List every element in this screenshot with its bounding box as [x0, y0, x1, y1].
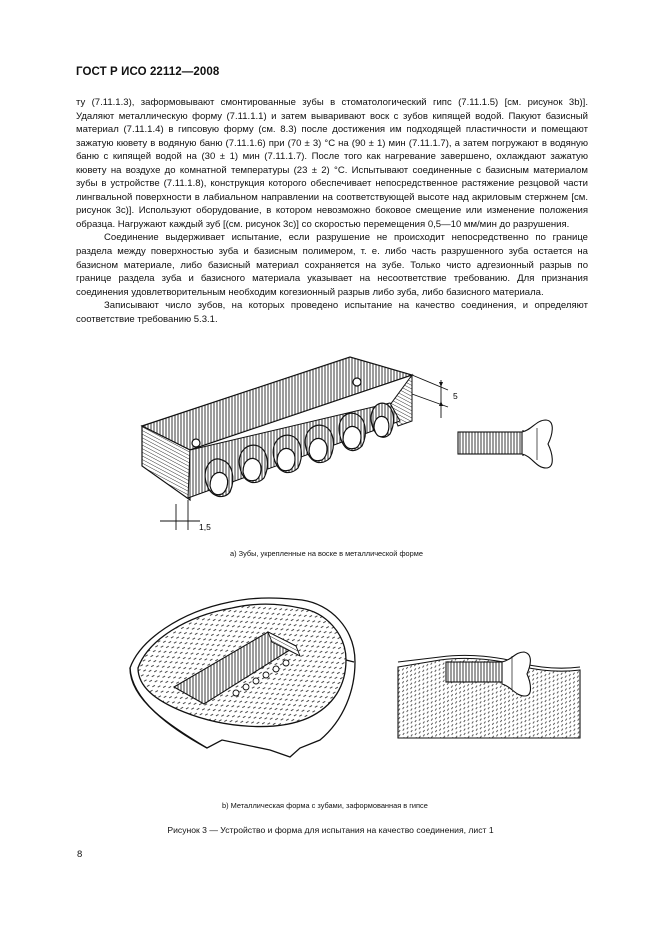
- plaster-mold: [130, 598, 355, 757]
- paragraph-2: Соединение выдерживает испытание, если разрушение не происходит непосредственно по границе раздела между поверхностью зуба и базисным полимером, т. е. либо часть разрушенного зуба остается на базисном материале, либо базисный материал сохраняется на зубе. Только чисто адгезионный разрыв по границе раздела зуба и базисного материала указывает на несоответствие требованию. Для признания соединения удовлетворительным необходим когезионный разрыв либо зуба, либо базисного материала.: [76, 232, 588, 298]
- dimension-1-5: 1,5: [199, 522, 211, 532]
- dimension-5: 5: [453, 391, 458, 401]
- paragraph-3: Записывают число зубов, на которых проведено испытание на качество соединения, и определяют соответствие требованию 5.3.1.: [76, 300, 588, 325]
- metal-form-with-teeth: [142, 357, 458, 532]
- document-header: ГОСТ Р ИСО 22112—2008: [76, 66, 220, 78]
- paragraph-1: ту (7.11.1.3), заформовывают смонтированные зубы в стоматологический гипс (7.11.1.5) [см. рисунок 3b)]. Удаляют металлическую форму (7.11.1.1) и затем вываривают воск с зубов кипящей водой. Пакуют базисный материал (7.11.1.4) в гипсовую форму (см. 8.3) после достижения им подходящей пластичности и помещают зажатую кювету в водяную баню (7.11.1.6) при (70 ± 3) °С на (90 ± 1) мин (7.11.1.7), а затем погружают в водяную баню с кипящей водой на (30 ± 1) мин (7.11.1.7). После того как нагревание завершено, охлаждают зажатую кювету на воздухе до комнатной температуры (23 ± 2) °С. Испытывают соединенные с базисным материалом зубы в устройстве (7.11.1.8), конструкция которого обеспечивает непосредственное растяжение резцовой части лингвальной поверхности в лабиальном направлении на соответствующей высоте над акриловым стержнем [см. рисунок 3с)]. Используют оборудование, в котором невозможно боковое смещение или изменение положения образца. Нагружают каждый зуб [(см. рисунок 3с)] со скоростью перемещения 0,5—10 мм/мин до разрушения.: [76, 97, 588, 230]
- caption-b: b) Металлическая форма с зубами, заформованная в гипсе: [222, 801, 428, 810]
- figure-title: Рисунок 3 — Устройство и форма для испытания на качество соединения, лист 1: [167, 825, 494, 835]
- plaster-section-detail: [398, 652, 580, 738]
- rod-with-tooth-detail: [458, 420, 552, 468]
- page-number: 8: [77, 849, 83, 860]
- caption-a: а) Зубы, укрепленные на воске в металлической форме: [230, 549, 423, 558]
